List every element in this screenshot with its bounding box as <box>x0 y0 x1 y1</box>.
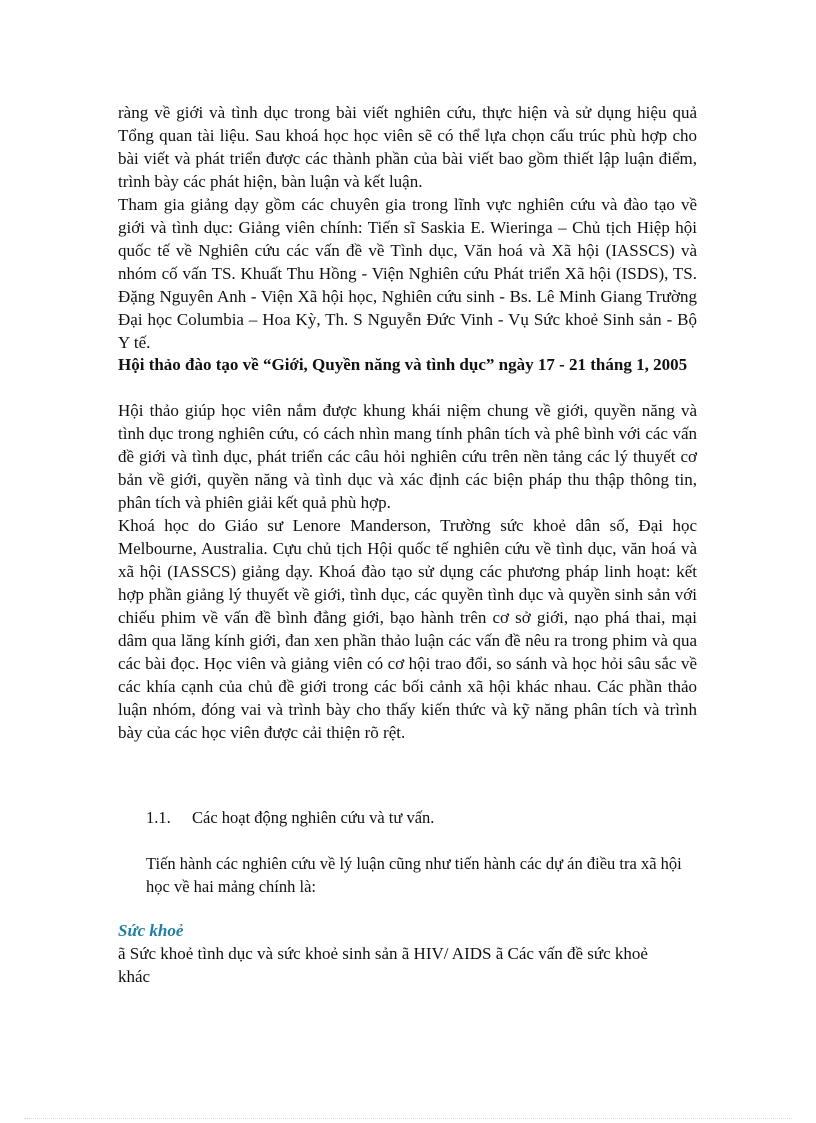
section-number: 1.1. <box>146 808 171 827</box>
paragraph-instructors: Tham gia giảng dạy gồm các chuyên gia trong lĩnh vực nghiên cứu và đào tạo về giới và tình dục: Giảng viên chính: Tiến sĩ Saskia E. Wieringa – Chủ tịch Hiệp hội quốc tế về Nghiên cứu các vấn đề về Tình dục, Văn hoá và Xã hội (IASSCS) và nhóm cố vấn TS. Khuất Thu Hồng - Viện Nghiên cứu Phát triển Xã hội (ISDS), TS. Đặng Nguyên Anh - Viện Xã hội học, Nghiên cứu sinh - Bs. Lê Minh Giang Trường Đại học Columbia – Hoa Kỳ, Th. S Nguyễn Đức Vinh - Vụ Sức khoẻ Sinh sản - Bộ Y tế. <box>118 195 697 352</box>
section-heading <box>146 806 434 829</box>
health-subheading: Sức khoẻ <box>118 921 184 940</box>
section-title: Các hoạt động nghiên cứu và tư vấn. <box>192 808 435 827</box>
page-bottom-divider <box>24 1118 792 1119</box>
paragraph-literature-review: ràng về giới và tình dục trong bài viết nghiên cứu, thực hiện và sử dụng hiệu quả Tổng quan tài liệu. Sau khoá học học viên sẽ có thể lựa chọn cấu trúc phù hợp cho bài viết và phát triển được các thành phần của bài viết bao gồm thiết lập luận điểm, trình bày các phát hiện, bàn luận và kết luận. <box>118 103 697 191</box>
workshop-heading: Hội thảo đào tạo về “Giới, Quyền năng và tình dục” ngày 17 - 21 tháng 1, 2005 <box>118 355 688 374</box>
paragraph-workshop-goals: Hội thảo giúp học viên nắm được khung khái niệm chung về giới, quyền năng và tình dục trong nghiên cứu, có cách nhìn mang tính phân tích và phê bình với các vấn đề giới và tình dục, phát triển các câu hỏi nghiên cứu trên nền tảng các lý thuyết cơ bản về giới, quyền năng và tình dục và xác định các biện pháp thu thập thông tin, phân tích và phiên giải kết quả phù hợp. <box>118 401 697 512</box>
paragraph-course-description: Khoá học do Giáo sư Lenore Manderson, Trường sức khoẻ dân số, Đại học Melbourne, Australia. Cựu chủ tịch Hội quốc tế nghiên cứu về tình dục, văn hoá và xã hội (IASSCS) giảng dạy. Khoá đào tạo sử dụng các phương pháp linh hoạt: kết hợp phần giảng lý thuyết về giới, tình dục, các quyền tình dục và quyền sinh sản với chiếu phim về vấn đề bình đẳng giới, bạo hành trên cơ sở giới, nạo phá thai, mại dâm qua lăng kính giới, đan xen phần thảo luận các vấn đề nêu ra trong phim và qua các bài đọc. Học viên và giảng viên có cơ hội trao đổi, so sánh và học hỏi sâu sắc về các khía cạnh của chủ đề giới trong các bối cảnh xã hội khác nhau. Các phần thảo luận nhóm, đóng vai và trình bày cho thấy kiến thức và kỹ năng phân tích và trình bày của các học viên được cải thiện rõ rệt. <box>118 516 697 742</box>
health-topic-list: ã Sức khoẻ tình dục và sức khoẻ sinh sản ã HIV/ AIDS ã Các vấn đề sức khoẻ khác <box>118 944 648 986</box>
section-intro: Tiến hành các nghiên cứu về lý luận cũng như tiến hành các dự án điều tra xã hội học về hai mảng chính là: <box>146 854 682 896</box>
